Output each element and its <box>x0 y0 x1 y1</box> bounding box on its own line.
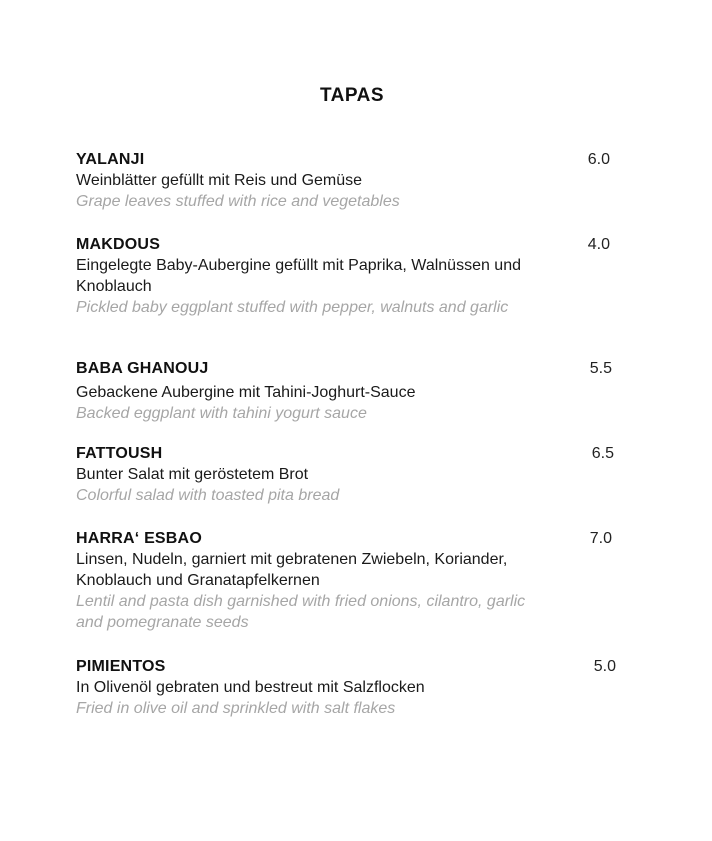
item-description-german: Eingelegte Baby-Aubergine gefüllt mit Paprika, Walnüssen und Knoblauch <box>76 257 521 295</box>
item-price: 6.0 <box>587 151 610 168</box>
menu-item-makdous <box>76 235 636 318</box>
item-name: YALANJI <box>76 151 145 168</box>
menu-item-pimientos <box>76 657 636 719</box>
item-description-english: Pickled baby eggplant stuffed with pepper, walnuts and garlic <box>76 299 509 316</box>
item-name: HARRA‘ ESBAO <box>76 530 202 547</box>
item-price: 4.0 <box>587 236 610 253</box>
item-description-german: Weinblätter gefüllt mit Reis und Gemüse <box>76 172 363 189</box>
item-description-english: Backed eggplant with tahini yogurt sauce <box>76 405 367 422</box>
item-name: PIMIENTOS <box>76 658 166 675</box>
item-description-german: In Olivenöl gebraten und bestreut mit Salzflocken <box>76 679 425 696</box>
item-description-english: Grape leaves stuffed with rice and vegetables <box>76 193 400 210</box>
menu-item-baba-ghanouj <box>76 359 636 424</box>
item-name: MAKDOUS <box>76 236 161 253</box>
menu-item-harra-esbao <box>76 529 636 633</box>
item-description-german: Bunter Salat mit geröstetem Brot <box>76 466 309 483</box>
item-description-english: Colorful salad with toasted pita bread <box>76 487 340 504</box>
item-price: 7.0 <box>589 530 612 547</box>
item-description-german: Linsen, Nudeln, garniert mit gebratenen Zwiebeln, Koriander, Knoblauch und Granatapfelkernen <box>76 551 508 589</box>
item-price: 6.5 <box>591 445 614 462</box>
item-description-german: Gebackene Aubergine mit Tahini-Joghurt-Sauce <box>76 384 416 401</box>
item-price: 5.5 <box>589 360 612 377</box>
item-description-english: Fried in olive oil and sprinkled with salt flakes <box>76 700 396 717</box>
item-price: 5.0 <box>593 658 616 675</box>
menu-item-yalanji <box>76 150 636 212</box>
item-name: FATTOUSH <box>76 445 163 462</box>
menu-item-fattoush <box>76 444 636 506</box>
item-description-english: Lentil and pasta dish garnished with fried onions, cilantro, garlic and pomegranate seeds <box>76 593 526 631</box>
item-name: BABA GHANOUJ <box>76 360 209 377</box>
page-title: TAPAS <box>319 85 385 106</box>
